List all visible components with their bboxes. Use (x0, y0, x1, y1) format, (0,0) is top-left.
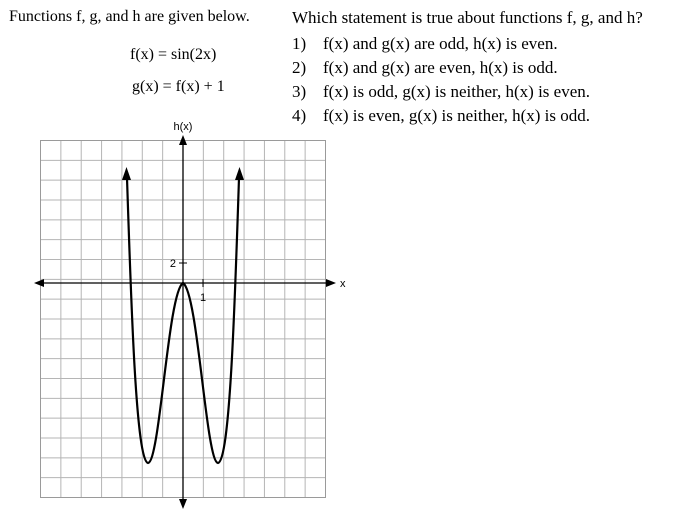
choice-text: f(x) and g(x) are even, h(x) is odd. (323, 58, 558, 77)
choice-number: 2) (292, 58, 307, 77)
choice-number: 4) (292, 106, 307, 125)
x-axis-label: x (340, 278, 346, 290)
h-curve-right-arrow (235, 167, 244, 180)
problem-intro: Functions f, g, and h are given below. (9, 8, 250, 25)
x-axis-right-arrow (326, 279, 336, 287)
y-tick-label-2: 2 (169, 258, 176, 270)
function-f-definition: f(x) = sin(2x) (130, 46, 217, 63)
y-axis-label: h(x) (173, 121, 193, 133)
choice-text: f(x) and g(x) are odd, h(x) is even. (323, 34, 558, 53)
h-curve-left-arrow (122, 167, 131, 180)
y-axis-down-arrow (179, 499, 187, 509)
choice-text: f(x) is odd, g(x) is neither, h(x) is even. (323, 82, 591, 101)
choice-number: 3) (292, 82, 307, 101)
question-text: Which statement is true about functions f, g, and h? (292, 8, 643, 27)
x-tick-label-1: 1 (200, 292, 207, 304)
x-axis-left-arrow (34, 279, 44, 287)
choice-text: f(x) is even, g(x) is neither, h(x) is odd. (323, 106, 591, 125)
function-g-definition: g(x) = f(x) + 1 (132, 78, 225, 95)
choice-number: 1) (292, 34, 307, 53)
